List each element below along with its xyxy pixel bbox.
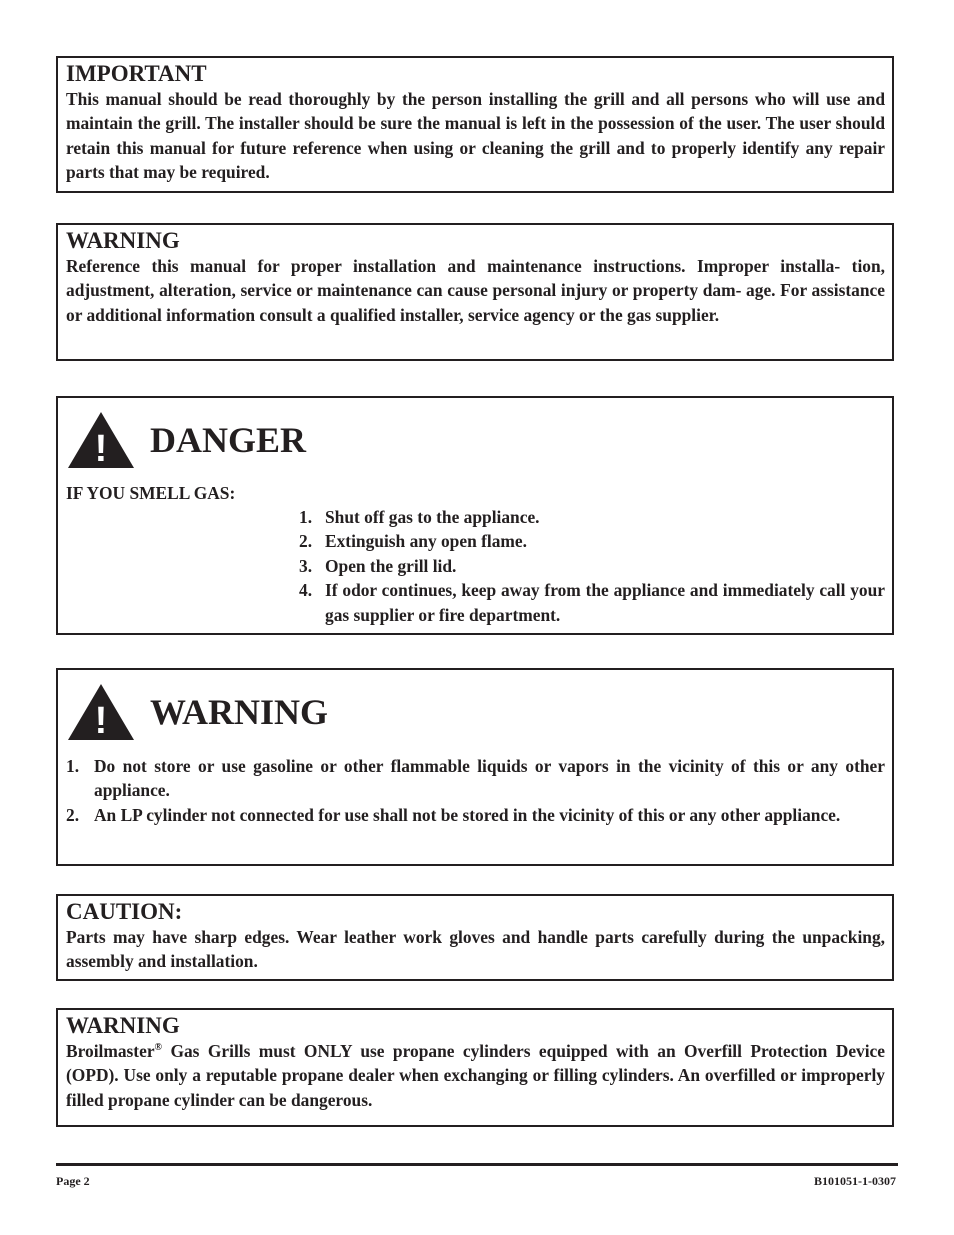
step-number: 1. bbox=[299, 507, 313, 527]
list-item bbox=[299, 505, 885, 529]
brand-name: Broilmaster bbox=[66, 1041, 155, 1061]
registered-mark: ® bbox=[154, 1042, 163, 1054]
important-title: IMPORTANT bbox=[66, 61, 207, 86]
caution-notice bbox=[56, 894, 894, 981]
danger-steps-list bbox=[299, 505, 885, 627]
warning-notice-installation bbox=[56, 223, 894, 361]
danger-header bbox=[66, 402, 885, 478]
danger-title: DANGER bbox=[150, 420, 307, 460]
exclamation-triangle-icon bbox=[66, 410, 136, 470]
list-item bbox=[66, 803, 885, 827]
step-text: Shut off gas to the appliance. bbox=[325, 507, 540, 527]
warning-big-title: WARNING bbox=[150, 692, 329, 732]
step-number: 4. bbox=[299, 580, 313, 601]
step-text: Extinguish any open flame. bbox=[325, 531, 527, 552]
warning-items-list bbox=[66, 754, 885, 827]
danger-subtitle: IF YOU SMELL GAS: bbox=[66, 483, 236, 503]
list-item bbox=[66, 754, 885, 803]
warning-opd-body bbox=[66, 1039, 885, 1112]
item-number: 2. bbox=[66, 804, 80, 825]
danger-notice bbox=[56, 396, 894, 635]
warning-notice-opd bbox=[56, 1008, 894, 1127]
list-item bbox=[299, 554, 885, 578]
page-number: Page 2 bbox=[56, 1174, 90, 1188]
item-text: Do not store or use gasoline or other flammable liquids or vapors in the vicinity of this or any other appliance. bbox=[94, 756, 885, 801]
step-text: If odor continues, keep away from the appliance and immediately call your gas supplier or fire department. bbox=[325, 580, 885, 625]
document-id: B101051-1-0307 bbox=[814, 1174, 896, 1188]
important-body: This manual should be read thoroughly by the person installing the grill and all persons who will use and maintain the grill. The installer should be sure the manual is left in the possession of the user. The user should retain this manual for future reference when using or cleaning the grill and to properly identify any repair parts that may be required. bbox=[66, 89, 885, 183]
list-item bbox=[299, 529, 885, 553]
warning-header bbox=[66, 674, 885, 750]
caution-title: CAUTION: bbox=[66, 899, 183, 924]
footer-rule bbox=[56, 1163, 898, 1166]
step-number: 2. bbox=[299, 531, 313, 552]
item-text: An LP cylinder not connected for use shall not be stored in the vicinity of this or any other appliance. bbox=[94, 804, 841, 825]
warning-title: WARNING bbox=[66, 228, 180, 253]
opd-text: Gas Grills must ONLY use propane cylinders equipped with an Overfill Protection Device (OPD). Use only a reputable propane dealer when exchanging or filling cylinders. An overfilled or improperly filled propane cylinder can be dangerous. bbox=[66, 1041, 885, 1110]
warning-title: WARNING bbox=[66, 1013, 180, 1038]
exclamation-glyph: ! bbox=[94, 428, 108, 470]
important-notice bbox=[56, 56, 894, 193]
list-item bbox=[299, 578, 885, 627]
exclamation-glyph: ! bbox=[94, 700, 108, 742]
warning-notice-flammables bbox=[56, 668, 894, 866]
exclamation-triangle-icon bbox=[66, 682, 136, 742]
caution-body: Parts may have sharp edges. Wear leather work gloves and handle parts carefully during the unpacking, assembly and installation. bbox=[66, 927, 885, 972]
warning-body: Reference this manual for proper installation and maintenance instructions. Improper installa- tion, adjustment, alteration, service or maintenance can cause personal injury or property dam- age. For assistance or additional information consult a qualified installer, service agency or the gas supplier. bbox=[66, 256, 885, 325]
item-number: 1. bbox=[66, 756, 80, 776]
step-text: Open the grill lid. bbox=[325, 555, 457, 576]
step-number: 3. bbox=[299, 555, 313, 576]
